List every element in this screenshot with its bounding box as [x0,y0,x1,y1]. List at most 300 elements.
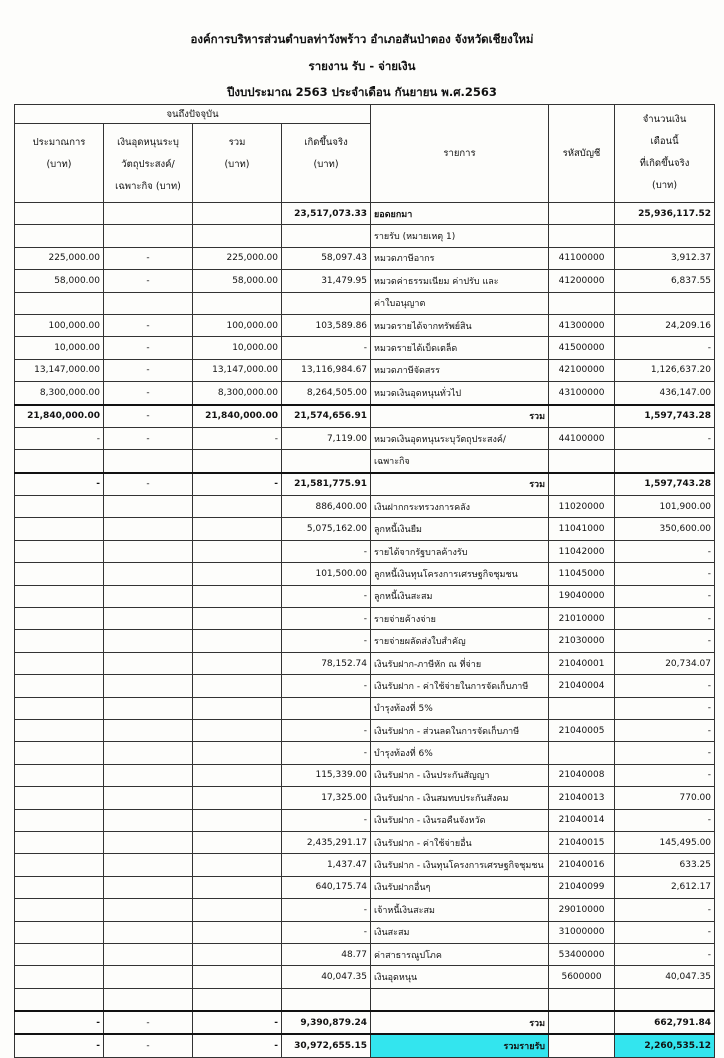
actual-cell: - [282,899,371,921]
actual-cell [282,988,371,1011]
actual-cell: 78,152.74 [282,652,371,674]
month-amount-cell: - [615,608,715,630]
account-code-cell: 43100000 [549,382,615,405]
total-cell [193,787,282,809]
subsidy-cell [104,831,193,853]
total-cell [193,540,282,562]
subsidy-cell [104,518,193,540]
account-code-cell: 11045000 [549,563,615,585]
budget-cell [15,652,104,674]
budget-cell: - [15,1011,104,1034]
account-code-cell: 31000000 [549,921,615,943]
month-amount-cell: 770.00 [615,787,715,809]
item-cell: ค่าสาธารณูปโภค [371,943,549,965]
month-amount-cell: - [615,630,715,652]
actual-cell: 1,437.47 [282,854,371,876]
account-code-cell: 21010000 [549,608,615,630]
subsidy-cell [104,496,193,518]
item-cell [371,988,549,1011]
total-cell: 225,000.00 [193,247,282,269]
actual-cell: - [282,337,371,359]
table-row [15,1034,715,1057]
total-cell [193,809,282,831]
account-code-cell [549,450,615,473]
item-cell: เงินรับฝาก - เงินสมทบประกันสังคม [371,787,549,809]
item-header: รายการ [371,105,549,203]
actual-cell: 17,325.00 [282,787,371,809]
subsidy-cell [104,563,193,585]
table-row [15,899,715,921]
account-code-cell: 21040008 [549,764,615,786]
total-cell: 10,000.00 [193,337,282,359]
to-date-group-header: จนถึงปัจจุบัน [15,105,371,124]
total-cell [193,518,282,540]
account-code-cell: 21040004 [549,675,615,697]
account-code-cell: 41500000 [549,337,615,359]
budget-cell: 8,300,000.00 [15,382,104,405]
budget-cell [15,630,104,652]
account-code-cell [549,1034,615,1057]
item-cell: เฉพาะกิจ [371,450,549,473]
month-amount-cell: 24,209.16 [615,314,715,336]
total-cell [193,966,282,988]
item-cell: เงินอุดหนุน [371,966,549,988]
total-cell: 8,300,000.00 [193,382,282,405]
actual-cell [282,697,371,719]
item-cell: รายได้จากรัฐบาลค้างรับ [371,540,549,562]
budget-cell [15,719,104,741]
budget-cell [15,787,104,809]
subsidy-cell [104,585,193,607]
table-row [15,787,715,809]
item-cell: เงินรับฝาก - เงินทุนโครงการเศรษฐกิจชุมชน [371,854,549,876]
total-cell [193,943,282,965]
account-code-cell: 29010000 [549,899,615,921]
report-period: ปีงบประมาณ 2563 ประจำเดือน กันยายน พ.ศ.2563 [227,85,497,99]
item-cell: ลูกหนี้เงินทุนโครงการเศรษฐกิจชุมชน [371,563,549,585]
subsidy-cell: - [104,359,193,381]
budget-cell [15,675,104,697]
budget-cell [15,899,104,921]
table-row [15,675,715,697]
month-amount-cell: - [615,742,715,764]
subsidy-cell: - [104,270,193,292]
budget-cell [15,496,104,518]
month-amount-cell: 2,260,535.12 [615,1034,715,1057]
month-amount-cell: 633.25 [615,854,715,876]
total-cell: 13,147,000.00 [193,359,282,381]
account-code-cell: 11042000 [549,540,615,562]
table-row [15,382,715,405]
total-cell [193,921,282,943]
month-amount-cell: - [615,943,715,965]
item-cell: หมวดรายได้เบ็ดเตล็ด [371,337,549,359]
actual-cell: 9,390,879.24 [282,1011,371,1034]
item-cell: ค่าใบอนุญาต [371,292,549,314]
actual-cell: 13,116,984.67 [282,359,371,381]
total-cell: - [193,1011,282,1034]
item-cell: เงินรับฝาก - ค่าใช้จ่ายในการจัดเก็บภาษี [371,675,549,697]
month-amount-cell: 145,495.00 [615,831,715,853]
account-code-cell: 21040015 [549,831,615,853]
table-row [15,809,715,831]
budget-cell: 225,000.00 [15,247,104,269]
budget-cell: 10,000.00 [15,337,104,359]
month-amount-cell: - [615,585,715,607]
subsidy-cell: - [104,405,193,428]
table-row [15,831,715,853]
table-row [15,359,715,381]
table-row [15,427,715,449]
budget-cell [15,203,104,225]
table-row [15,697,715,719]
month-amount-cell: 3,912.37 [615,247,715,269]
item-cell: ลูกหนี้เงินสะสม [371,585,549,607]
item-cell: หมวดภาษีจัดสรร [371,359,549,381]
account-code-cell [549,292,615,314]
subsidy-cell [104,225,193,247]
subsidy-cell [104,921,193,943]
actual-cell: - [282,608,371,630]
actual-cell: 103,589.86 [282,314,371,336]
item-cell: ลูกหนี้เงินยืม [371,518,549,540]
subsidy-cell [104,988,193,1011]
budget-cell [15,225,104,247]
table-row [15,473,715,496]
budget-cell: - [15,427,104,449]
actual-cell: - [282,742,371,764]
subsidy-cell [104,540,193,562]
budget-cell [15,809,104,831]
budget-cell [15,943,104,965]
item-cell: หมวดเงินอุดหนุนทั่วไป [371,382,549,405]
actual-cell: 7,119.00 [282,427,371,449]
month-amount-cell: - [615,719,715,741]
month-amount-cell: 662,791.84 [615,1011,715,1034]
budget-cell [15,966,104,988]
actual-cell: 101,500.00 [282,563,371,585]
total-cell [193,876,282,898]
account-code-cell [549,405,615,428]
item-cell: หมวดภาษีอากร [371,247,549,269]
item-cell: รายรับ (หมายเหตุ 1) [371,225,549,247]
subsidy-cell: - [104,314,193,336]
table-row [15,585,715,607]
item-cell: ยอดยกมา [371,203,549,225]
budget-cell: - [15,1034,104,1057]
total-cell: 100,000.00 [193,314,282,336]
table-row [15,1011,715,1034]
total-cell [193,831,282,853]
subsidy-cell: - [104,427,193,449]
table-row [15,921,715,943]
total-cell [193,652,282,674]
month-amount-cell: 20,734.07 [615,652,715,674]
month-amount-cell: - [615,427,715,449]
item-cell: รวม [371,473,549,496]
table-row [15,563,715,585]
account-code-cell: 19040000 [549,585,615,607]
month-amount-cell: - [615,563,715,585]
subsidy-cell [104,630,193,652]
item-cell: หมวดเงินอุดหนุนระบุวัตถุประสงค์/ [371,427,549,449]
month-amount-cell: 101,900.00 [615,496,715,518]
subsidy-cell: - [104,382,193,405]
month-amount-cell: 40,047.35 [615,966,715,988]
subsidy-cell [104,719,193,741]
actual-cell: 23,517,073.33 [282,203,371,225]
subsidy-cell [104,899,193,921]
receipts-table [14,104,715,1058]
total-cell [193,764,282,786]
budget-cell [15,921,104,943]
account-code-cell: 42100000 [549,359,615,381]
item-cell: เงินสะสม [371,921,549,943]
actual-header: เกิดขึ้นจริง (บาท) [282,124,371,203]
subsidy-cell [104,787,193,809]
total-cell [193,742,282,764]
table-row [15,540,715,562]
account-code-header: รหัสบัญชี [549,105,615,203]
table-row [15,450,715,473]
account-code-cell: 21040001 [549,652,615,674]
actual-cell: 58,097.43 [282,247,371,269]
actual-cell: 8,264,505.00 [282,382,371,405]
month-amount-cell: 1,597,743.28 [615,405,715,428]
actual-cell: 40,047.35 [282,966,371,988]
budget-cell: 21,840,000.00 [15,405,104,428]
subsidy-cell [104,943,193,965]
month-amount-cell: - [615,809,715,831]
subsidy-cell [104,966,193,988]
table-row [15,314,715,336]
actual-cell: 5,075,162.00 [282,518,371,540]
subsidy-cell [104,854,193,876]
total-header: รวม (บาท) [193,124,282,203]
table-row [15,405,715,428]
item-cell: หมวดรายได้จากทรัพย์สิน [371,314,549,336]
table-row [15,270,715,292]
actual-cell: 31,479.95 [282,270,371,292]
account-code-cell: 41300000 [549,314,615,336]
budget-cell [15,450,104,473]
month-amount-cell: 436,147.00 [615,382,715,405]
month-amount-cell: - [615,675,715,697]
month-amount-cell [615,225,715,247]
total-cell [193,292,282,314]
subsidy-cell [104,652,193,674]
budget-cell [15,854,104,876]
table-row [15,764,715,786]
item-cell: รวม [371,1011,549,1034]
budget-header: ประมาณการ (บาท) [15,124,104,203]
item-cell: เงินรับฝาก-ภาษีหัก ณ ที่จ่าย [371,652,549,674]
account-code-cell: 21030000 [549,630,615,652]
subsidy-cell [104,876,193,898]
total-cell [193,608,282,630]
item-cell: รวมรายรับ [371,1034,549,1057]
account-code-cell: 21040013 [549,787,615,809]
month-amount-cell [615,292,715,314]
subsidy-cell: - [104,473,193,496]
table-row [15,608,715,630]
total-cell [193,225,282,247]
table-row [15,742,715,764]
actual-cell: - [282,719,371,741]
actual-cell: - [282,540,371,562]
month-amount-cell: - [615,921,715,943]
table-row [15,496,715,518]
subsidy-cell [104,450,193,473]
subsidy-cell [104,608,193,630]
account-code-cell: 21040014 [549,809,615,831]
item-cell: รวม [371,405,549,428]
total-cell: - [193,427,282,449]
account-code-cell: 11020000 [549,496,615,518]
month-amount-cell [615,450,715,473]
table-row [15,988,715,1011]
total-cell [193,719,282,741]
budget-cell [15,292,104,314]
subsidy-header: เงินอุดหนุนระบุ วัตถุประสงค์/ เฉพาะกิจ (บาท) [104,124,193,203]
table-row [15,719,715,741]
table-row [15,854,715,876]
total-cell: 21,840,000.00 [193,405,282,428]
item-cell: บำรุงท้องที่ 6% [371,742,549,764]
subsidy-cell [104,764,193,786]
actual-cell [282,225,371,247]
item-cell: เงินรับฝาก - เงินรอคืนจังหวัด [371,809,549,831]
table-row [15,966,715,988]
table-row [15,630,715,652]
account-code-cell [549,1011,615,1034]
account-code-cell [549,697,615,719]
account-code-cell: 41200000 [549,270,615,292]
total-cell [193,585,282,607]
subsidy-cell: - [104,1011,193,1034]
month-amount-cell: 25,936,117.52 [615,203,715,225]
budget-cell [15,540,104,562]
account-code-cell [549,225,615,247]
actual-cell: - [282,809,371,831]
budget-cell [15,585,104,607]
month-amount-cell: 1,597,743.28 [615,473,715,496]
account-code-cell: 11041000 [549,518,615,540]
total-cell [193,675,282,697]
item-cell: หมวดค่าธรรมเนียม ค่าปรับ และ [371,270,549,292]
month-amount-cell: 350,600.00 [615,518,715,540]
total-cell: - [193,473,282,496]
subsidy-cell [104,203,193,225]
item-cell: รายจ่ายผลัดส่งใบสำคัญ [371,630,549,652]
account-code-cell: 5600000 [549,966,615,988]
item-cell: เงินรับฝาก - ส่วนลดในการจัดเก็บภาษี [371,719,549,741]
total-cell [193,496,282,518]
budget-cell: 58,000.00 [15,270,104,292]
table-body [15,203,715,1058]
actual-cell: 115,339.00 [282,764,371,786]
table-row [15,337,715,359]
total-cell [193,450,282,473]
month-amount-cell: - [615,764,715,786]
account-code-cell: 21040016 [549,854,615,876]
table-row [15,518,715,540]
total-cell [193,697,282,719]
table-row [15,247,715,269]
account-code-cell: 53400000 [549,943,615,965]
table-row [15,225,715,247]
account-code-cell [549,203,615,225]
budget-cell: - [15,473,104,496]
budget-cell [15,988,104,1011]
budget-cell [15,697,104,719]
budget-cell [15,876,104,898]
account-code-cell: 21040099 [549,876,615,898]
budget-cell [15,608,104,630]
account-code-cell [549,742,615,764]
actual-cell: - [282,675,371,697]
budget-cell [15,742,104,764]
actual-cell [282,450,371,473]
total-cell [193,563,282,585]
month-amount-cell: 1,126,637.20 [615,359,715,381]
actual-cell [282,292,371,314]
actual-cell: - [282,585,371,607]
total-cell: - [193,1034,282,1057]
subsidy-cell [104,675,193,697]
subsidy-cell: - [104,1034,193,1057]
month-amount-header: จำนวนเงิน เดือนนี้ ที่เกิดขึ้นจริง (บาท) [615,105,715,203]
month-amount-cell: - [615,697,715,719]
subsidy-cell [104,292,193,314]
total-cell [193,899,282,921]
table-row [15,203,715,225]
table-row [15,292,715,314]
actual-cell: 640,175.74 [282,876,371,898]
account-code-cell [549,473,615,496]
account-code-cell: 44100000 [549,427,615,449]
account-code-cell: 21040005 [549,719,615,741]
budget-cell: 100,000.00 [15,314,104,336]
org-title: องค์การบริหารส่วนตำบลท่าวังพร้าว อำเภอสันป่าตอง จังหวัดเชียงใหม่ [190,32,534,46]
total-cell [193,630,282,652]
table-row [15,943,715,965]
month-amount-cell: - [615,337,715,359]
budget-cell [15,764,104,786]
month-amount-cell: 2,612.17 [615,876,715,898]
total-cell: 58,000.00 [193,270,282,292]
item-cell: บำรุงท้องที่ 5% [371,697,549,719]
total-cell [193,854,282,876]
report-title: รายงาน รับ - จ่ายเงิน [308,59,416,73]
month-amount-cell [615,988,715,1011]
table-row [15,876,715,898]
subsidy-cell: - [104,337,193,359]
account-code-cell: 41100000 [549,247,615,269]
item-cell: รายจ่ายค้างจ่าย [371,608,549,630]
item-cell: เจ้าหนี้เงินสะสม [371,899,549,921]
item-cell: เงินฝากกระทรวงการคลัง [371,496,549,518]
month-amount-cell: - [615,540,715,562]
item-cell: เงินรับฝาก - ค่าใช้จ่ายอื่น [371,831,549,853]
budget-cell [15,518,104,540]
actual-cell: 886,400.00 [282,496,371,518]
subsidy-cell: - [104,247,193,269]
item-cell: เงินรับฝากอื่นๆ [371,876,549,898]
actual-cell: - [282,921,371,943]
subsidy-cell [104,809,193,831]
total-cell [193,203,282,225]
